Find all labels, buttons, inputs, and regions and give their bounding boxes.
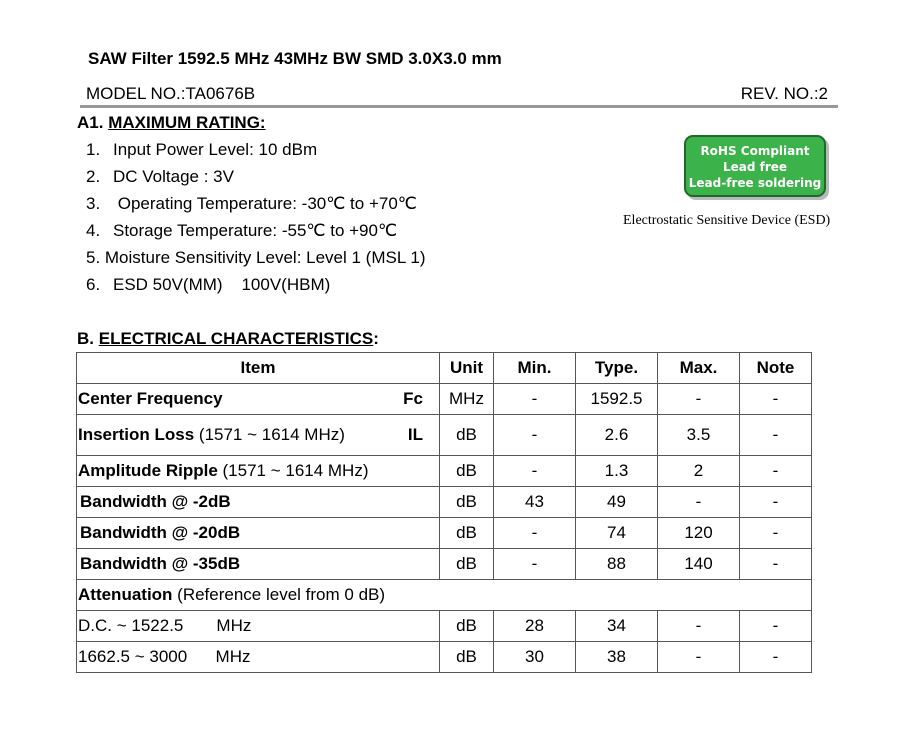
item-cell — [77, 487, 440, 518]
rating-item-text: Input Power Level: 10 dBm — [113, 140, 318, 159]
min-cell: - — [494, 456, 576, 487]
table-row — [77, 611, 812, 642]
rating-item-number: 3. — [86, 194, 101, 213]
document-title: SAW Filter 1592.5 MHz 43MHz BW SMD 3.0X3.0 mm — [88, 49, 502, 68]
rating-item — [86, 140, 317, 160]
rating-item — [86, 167, 234, 187]
type-cell: 1.3 — [576, 456, 658, 487]
table-row — [77, 487, 812, 518]
unit-cell: dB — [440, 456, 494, 487]
header-divider — [80, 105, 838, 108]
rating-item-text: DC Voltage : 3V — [113, 167, 234, 186]
rating-item — [86, 275, 330, 295]
rating-item-number: 6. — [86, 275, 101, 294]
min-cell: 43 — [494, 487, 576, 518]
section-b-prefix: B. — [77, 329, 94, 348]
unit-cell: MHz — [440, 384, 494, 415]
table-row — [77, 642, 812, 673]
rohs-line: RoHS Compliant — [700, 144, 810, 158]
type-cell: 49 — [576, 487, 658, 518]
unit-cell: dB — [440, 518, 494, 549]
unit-cell: dB — [440, 487, 494, 518]
item-cell — [77, 384, 440, 415]
header-item: Item — [77, 353, 440, 384]
rohs-compliant-badge — [684, 135, 826, 197]
rating-item-text: 5. Moisture Sensitivity Level: Level 1 (MSL 1) — [86, 248, 426, 267]
rating-item — [86, 221, 397, 241]
header-unit: Unit — [440, 353, 494, 384]
header-note: Note — [740, 353, 812, 384]
item-name: Amplitude Ripple — [78, 461, 218, 480]
type-cell: 38 — [576, 642, 658, 673]
item-name: Bandwidth @ -20dB — [80, 523, 241, 542]
rating-item-text: ESD 50V(MM) 100V(HBM) — [113, 275, 331, 294]
header-type: Type. — [576, 353, 658, 384]
type-cell: 88 — [576, 549, 658, 580]
table-header-row — [77, 353, 812, 384]
item-name: Bandwidth @ -35dB — [80, 554, 241, 573]
table-row — [77, 415, 812, 456]
section-a-prefix: A1. — [77, 113, 104, 132]
type-cell: 34 — [576, 611, 658, 642]
section-a-title: MAXIMUM RATING: — [108, 113, 266, 132]
electrical-characteristics-table — [76, 352, 812, 673]
section-b-heading — [77, 329, 379, 349]
item-symbol: IL — [407, 425, 423, 444]
note-cell: - — [740, 549, 812, 580]
range-cell: 1662.5 ~ 3000 MHz — [77, 642, 440, 673]
table-row — [77, 384, 812, 415]
section-a-heading — [77, 113, 266, 133]
type-cell: 2.6 — [576, 415, 658, 456]
header-min: Min. — [494, 353, 576, 384]
min-cell: 30 — [494, 642, 576, 673]
max-cell: - — [658, 642, 740, 673]
rating-item-number: 1. — [86, 140, 101, 159]
section-b-suffix: : — [373, 329, 379, 348]
max-cell: - — [658, 611, 740, 642]
unit-cell: dB — [440, 642, 494, 673]
unit-cell: dB — [440, 415, 494, 456]
min-cell: - — [494, 384, 576, 415]
type-cell: 1592.5 — [576, 384, 658, 415]
max-cell: 120 — [658, 518, 740, 549]
max-cell: 3.5 — [658, 415, 740, 456]
range-cell: D.C. ~ 1522.5 MHz — [77, 611, 440, 642]
note-cell: - — [740, 415, 812, 456]
note-cell: - — [740, 384, 812, 415]
item-name: Center Frequency — [78, 389, 223, 408]
rating-item-text: Storage Temperature: -55℃ to +90℃ — [113, 221, 398, 240]
item-name: Insertion Loss — [78, 425, 195, 444]
rating-item-number: 4. — [86, 221, 101, 240]
type-cell: 74 — [576, 518, 658, 549]
max-cell: 140 — [658, 549, 740, 580]
item-cell — [77, 518, 440, 549]
table-row — [77, 549, 812, 580]
note-cell: - — [740, 611, 812, 642]
min-cell: - — [494, 518, 576, 549]
rating-item-text: Operating Temperature: -30℃ to +70℃ — [113, 194, 417, 213]
rating-item-number: 2. — [86, 167, 101, 186]
rohs-line: Lead free — [722, 160, 788, 174]
unit-cell: dB — [440, 611, 494, 642]
note-cell: - — [740, 518, 812, 549]
item-detail: (1571 ~ 1614 MHz) — [217, 461, 369, 480]
esd-note: Electrostatic Sensitive Device (ESD) — [623, 213, 831, 228]
unit-cell: dB — [440, 549, 494, 580]
attenuation-detail: (Reference level from 0 dB) — [172, 585, 386, 604]
item-symbol: Fc — [403, 389, 423, 408]
item-name: Bandwidth @ -2dB — [80, 492, 231, 511]
item-cell — [77, 549, 440, 580]
table-row — [77, 518, 812, 549]
max-cell: 2 — [658, 456, 740, 487]
min-cell: 28 — [494, 611, 576, 642]
item-cell — [77, 456, 440, 487]
rating-item — [86, 248, 426, 268]
item-detail: (1571 ~ 1614 MHz) — [194, 425, 345, 444]
section-b-title: ELECTRICAL CHARACTERISTICS — [98, 329, 374, 348]
max-cell: - — [658, 487, 740, 518]
table-row — [77, 580, 812, 611]
note-cell: - — [740, 456, 812, 487]
rohs-line: Lead-free soldering — [688, 176, 822, 190]
model-number: MODEL NO.:TA0676B — [86, 84, 256, 103]
attenuation-name: Attenuation — [78, 585, 173, 604]
max-cell: - — [658, 384, 740, 415]
note-cell: - — [740, 642, 812, 673]
note-cell: - — [740, 487, 812, 518]
min-cell: - — [494, 415, 576, 456]
item-cell — [77, 415, 440, 456]
header-max: Max. — [658, 353, 740, 384]
revision-number: REV. NO.:2 — [740, 84, 828, 103]
table-row — [77, 456, 812, 487]
attenuation-cell — [77, 580, 812, 611]
rating-item — [86, 194, 417, 214]
min-cell: - — [494, 549, 576, 580]
